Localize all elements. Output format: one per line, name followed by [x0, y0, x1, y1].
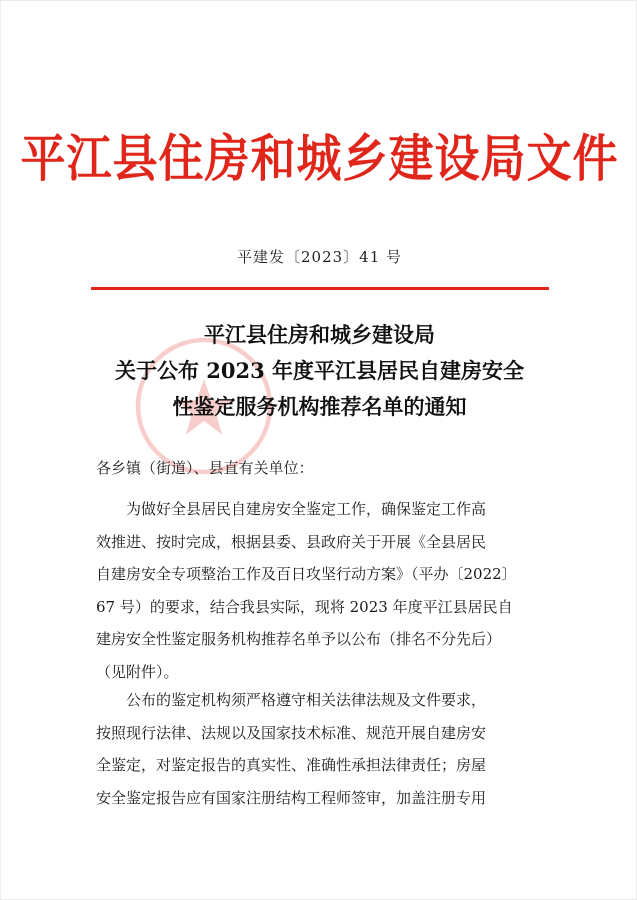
notice-title-line-3: 性鉴定服务机构推荐名单的通知 [172, 394, 467, 419]
paragraph-1-line-6: （见附件）。 [96, 662, 179, 681]
red-separator-rule [91, 287, 549, 290]
paragraph-2 [96, 684, 556, 814]
paragraph-1-line-2: 效推进、按时完成，根据县委、县政府关于开展《全县居民 [96, 532, 487, 551]
notice-title-line-1: 平江县住房和城乡建设局 [204, 322, 435, 347]
paragraph-1 [96, 493, 556, 688]
paragraph-1-line-5: 建房安全性鉴定服务机构推荐名单予以公布（排名不分先后） [96, 630, 502, 648]
paragraph-2-line-4: 安全鉴定报告应有国家注册结构工程师签审，加盖注册专用 [96, 788, 487, 807]
paragraph-1-line-1: 为做好全县居民自建房安全鉴定工作，确保鉴定工作高 [126, 500, 487, 518]
paragraph-2-line-1: 公布的鉴定机构须严格遵守相关法律法规及文件要求， [126, 691, 487, 709]
masthead-title: 平江县住房和城乡建设局文件 [20, 128, 619, 189]
addressee: 各乡镇（街道）、县直有关单位： [96, 459, 314, 477]
paragraph-1-line-4: 67 号）的要求，结合我县实际，现将 2023 年度平江县居民自 [96, 597, 513, 616]
notice-title-line-2: 关于公布 2023 年度平江县居民自建房安全 [114, 358, 525, 383]
paragraph-2-line-2: 按照现行法律、法规以及国家技术标准、规范开展自建房安 [96, 723, 487, 742]
document-number: 平建发〔2023〕41 号 [236, 248, 403, 266]
paragraph-2-line-3: 全鉴定，对鉴定报告的真实性、准确性承担法律责任；房屋 [96, 756, 487, 774]
paragraph-1-line-3: 自建房安全专项整治工作及百日攻坚行动方案》（平办〔2022〕 [96, 565, 517, 583]
